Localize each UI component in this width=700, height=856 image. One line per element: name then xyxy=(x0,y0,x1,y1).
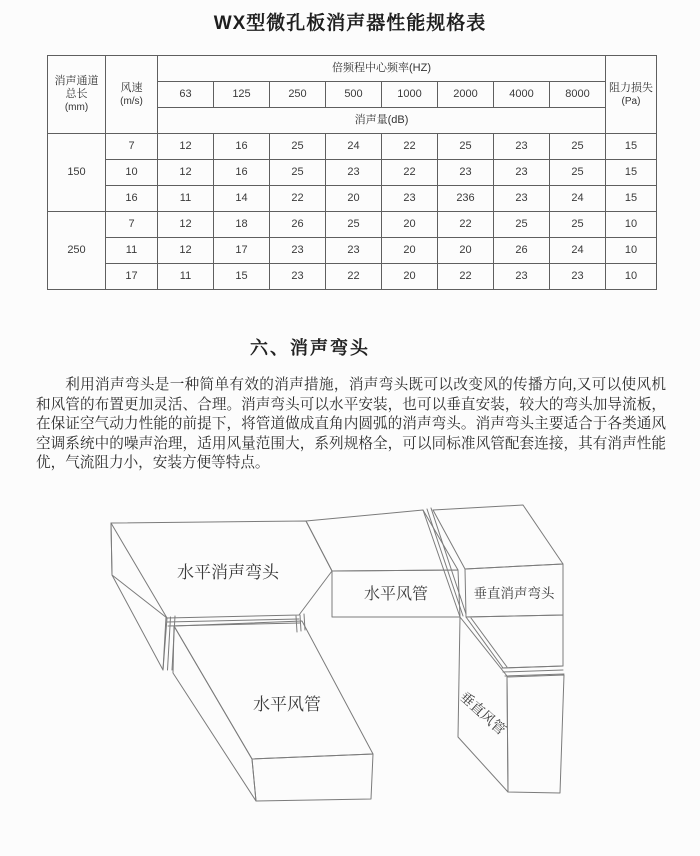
table-row xyxy=(48,160,657,186)
label-vertical-duct: 垂直风管 xyxy=(456,688,510,738)
header-freq-8000: 8000 xyxy=(550,82,606,108)
cell-attenuation-value: 26 xyxy=(494,238,550,264)
cell-attenuation-value: 17 xyxy=(214,238,270,264)
cell-attenuation-value: 24 xyxy=(550,186,606,212)
cell-channel-length: 150 xyxy=(48,134,106,212)
body-paragraph: 利用消声弯头是一种简单有效的消声措施，消声弯头既可以改变风的传播方向,又可以使风机和风管的布置更加灵活、合理。消声弯头可以水平安装，也可以垂直安装，较大的弯头加导流板，在保证空气动力性能的前提下，将管道做成直角内圆弧的消声弯头。消声弯头主要适合于各类通风空调系统中的噪声治理，适用风量范围大，系列规格全，可以同标准风管配套连接，其有消声性能优，气流阻力小，安装方便等特点。 xyxy=(36,377,666,472)
cell-wind-speed: 16 xyxy=(106,186,158,212)
flange-line xyxy=(168,617,171,670)
header-pressure-loss-unit: (Pa) xyxy=(621,95,641,107)
cell-attenuation-value: 20 xyxy=(438,238,494,264)
cell-attenuation-value: 12 xyxy=(158,212,214,238)
cell-attenuation-value: 22 xyxy=(326,264,382,290)
table-row xyxy=(48,134,657,160)
flange-line xyxy=(427,509,463,616)
cell-attenuation-value: 14 xyxy=(214,186,270,212)
table-row xyxy=(48,186,657,212)
cell-attenuation-value: 25 xyxy=(270,160,326,186)
cell-attenuation-value: 23 xyxy=(270,264,326,290)
vertical-duct-front-face xyxy=(507,675,564,793)
header-freq-250: 250 xyxy=(270,82,326,108)
doc-title: WX型微孔板消声器性能规格表 xyxy=(213,13,487,34)
flange-line xyxy=(471,618,507,667)
vertical-elbow-slope-face xyxy=(466,615,563,668)
cell-attenuation-value: 23 xyxy=(270,238,326,264)
cell-attenuation-value: 25 xyxy=(494,212,550,238)
cell-attenuation-value: 20 xyxy=(326,186,382,212)
lower-duct-side-face xyxy=(173,626,256,801)
cell-wind-speed: 11 xyxy=(106,238,158,264)
spec-table xyxy=(47,55,657,290)
cell-pressure-loss: 15 xyxy=(606,134,657,160)
header-freq-500: 500 xyxy=(326,82,382,108)
cell-attenuation-value: 25 xyxy=(438,134,494,160)
label-horizontal-duct-top: 水平风管 xyxy=(363,586,429,603)
cell-attenuation-value: 25 xyxy=(550,160,606,186)
cell-attenuation-value: 18 xyxy=(214,212,270,238)
cell-attenuation-value: 25 xyxy=(550,134,606,160)
cell-attenuation-value: 23 xyxy=(494,134,550,160)
cell-attenuation-value: 22 xyxy=(382,160,438,186)
header-pressure-loss-line1: 阻力损失 xyxy=(609,81,653,94)
cell-wind-speed: 7 xyxy=(106,212,158,238)
cell-attenuation-value: 25 xyxy=(550,212,606,238)
cell-attenuation-value: 236 xyxy=(438,186,494,212)
lower-duct-end-face xyxy=(252,754,373,801)
cell-attenuation-value: 20 xyxy=(382,212,438,238)
cell-channel-length: 250 xyxy=(48,212,106,290)
header-channel-length-unit: (mm) xyxy=(64,102,89,113)
header-attenuation: 消声量(dB) xyxy=(158,108,606,134)
table-row xyxy=(48,212,657,238)
cell-attenuation-value: 11 xyxy=(158,264,214,290)
table-header-row-1 xyxy=(48,56,657,82)
header-freq-4000: 4000 xyxy=(494,82,550,108)
cell-attenuation-value: 23 xyxy=(494,264,550,290)
cell-attenuation-value: 23 xyxy=(494,160,550,186)
header-channel-length-line1: 消声通道 xyxy=(54,75,99,87)
lower-duct-top-face xyxy=(174,621,373,759)
section-title: 六、消声弯头 xyxy=(250,338,370,358)
cell-attenuation-value: 20 xyxy=(382,238,438,264)
cell-pressure-loss: 15 xyxy=(606,160,657,186)
flange-line xyxy=(503,670,563,672)
header-freq-2000: 2000 xyxy=(438,82,494,108)
header-wind-speed-unit: (m/s) xyxy=(120,95,143,107)
cell-attenuation-value: 24 xyxy=(550,238,606,264)
cell-attenuation-value: 23 xyxy=(326,238,382,264)
flange-line xyxy=(304,614,305,630)
vertical-elbow-top-face xyxy=(433,505,563,569)
cell-attenuation-value: 25 xyxy=(270,134,326,160)
cell-attenuation-value: 23 xyxy=(494,186,550,212)
cell-attenuation-value: 15 xyxy=(214,264,270,290)
cell-attenuation-value: 26 xyxy=(270,212,326,238)
header-freq-63: 63 xyxy=(158,82,214,108)
cell-wind-speed: 10 xyxy=(106,160,158,186)
cell-wind-speed: 7 xyxy=(106,134,158,160)
cell-attenuation-value: 22 xyxy=(270,186,326,212)
header-freq-1000: 1000 xyxy=(382,82,438,108)
cell-attenuation-value: 20 xyxy=(382,264,438,290)
cell-pressure-loss: 10 xyxy=(606,264,657,290)
cell-attenuation-value: 12 xyxy=(158,134,214,160)
table-row xyxy=(48,238,657,264)
cell-attenuation-value: 22 xyxy=(438,264,494,290)
cell-pressure-loss: 10 xyxy=(606,212,657,238)
cell-attenuation-value: 23 xyxy=(438,160,494,186)
flange-line xyxy=(296,616,297,632)
header-wind-speed xyxy=(106,56,158,134)
cell-attenuation-value: 22 xyxy=(382,134,438,160)
header-freq-band: 倍频程中心频率(HZ) xyxy=(158,56,606,82)
label-horizontal-elbow: 水平消声弯头 xyxy=(177,563,279,582)
table-row xyxy=(48,264,657,290)
flange-line xyxy=(300,615,301,631)
duct-diagram xyxy=(85,495,670,835)
label-horizontal-duct-bottom: 水平风管 xyxy=(253,695,321,714)
cell-pressure-loss: 10 xyxy=(606,238,657,264)
cell-attenuation-value: 11 xyxy=(158,186,214,212)
header-freq-125: 125 xyxy=(214,82,270,108)
cell-attenuation-value: 12 xyxy=(158,160,214,186)
cell-attenuation-value: 23 xyxy=(382,186,438,212)
cell-attenuation-value: 23 xyxy=(326,160,382,186)
flange-line xyxy=(502,666,563,668)
cell-attenuation-value: 12 xyxy=(158,238,214,264)
header-pressure-loss xyxy=(606,56,657,134)
header-channel-length xyxy=(48,56,106,134)
label-vertical-elbow: 垂直消声弯头 xyxy=(473,586,555,601)
cell-attenuation-value: 22 xyxy=(438,212,494,238)
cell-attenuation-value: 16 xyxy=(214,134,270,160)
cell-attenuation-value: 25 xyxy=(326,212,382,238)
flange-line xyxy=(163,617,166,670)
cell-attenuation-value: 16 xyxy=(214,160,270,186)
cell-pressure-loss: 15 xyxy=(606,186,657,212)
cell-attenuation-value: 23 xyxy=(550,264,606,290)
cell-attenuation-value: 24 xyxy=(326,134,382,160)
header-channel-length-line2: 总长 xyxy=(65,88,88,100)
header-wind-speed-line1: 风速 xyxy=(120,81,143,94)
cell-wind-speed: 17 xyxy=(106,264,158,290)
